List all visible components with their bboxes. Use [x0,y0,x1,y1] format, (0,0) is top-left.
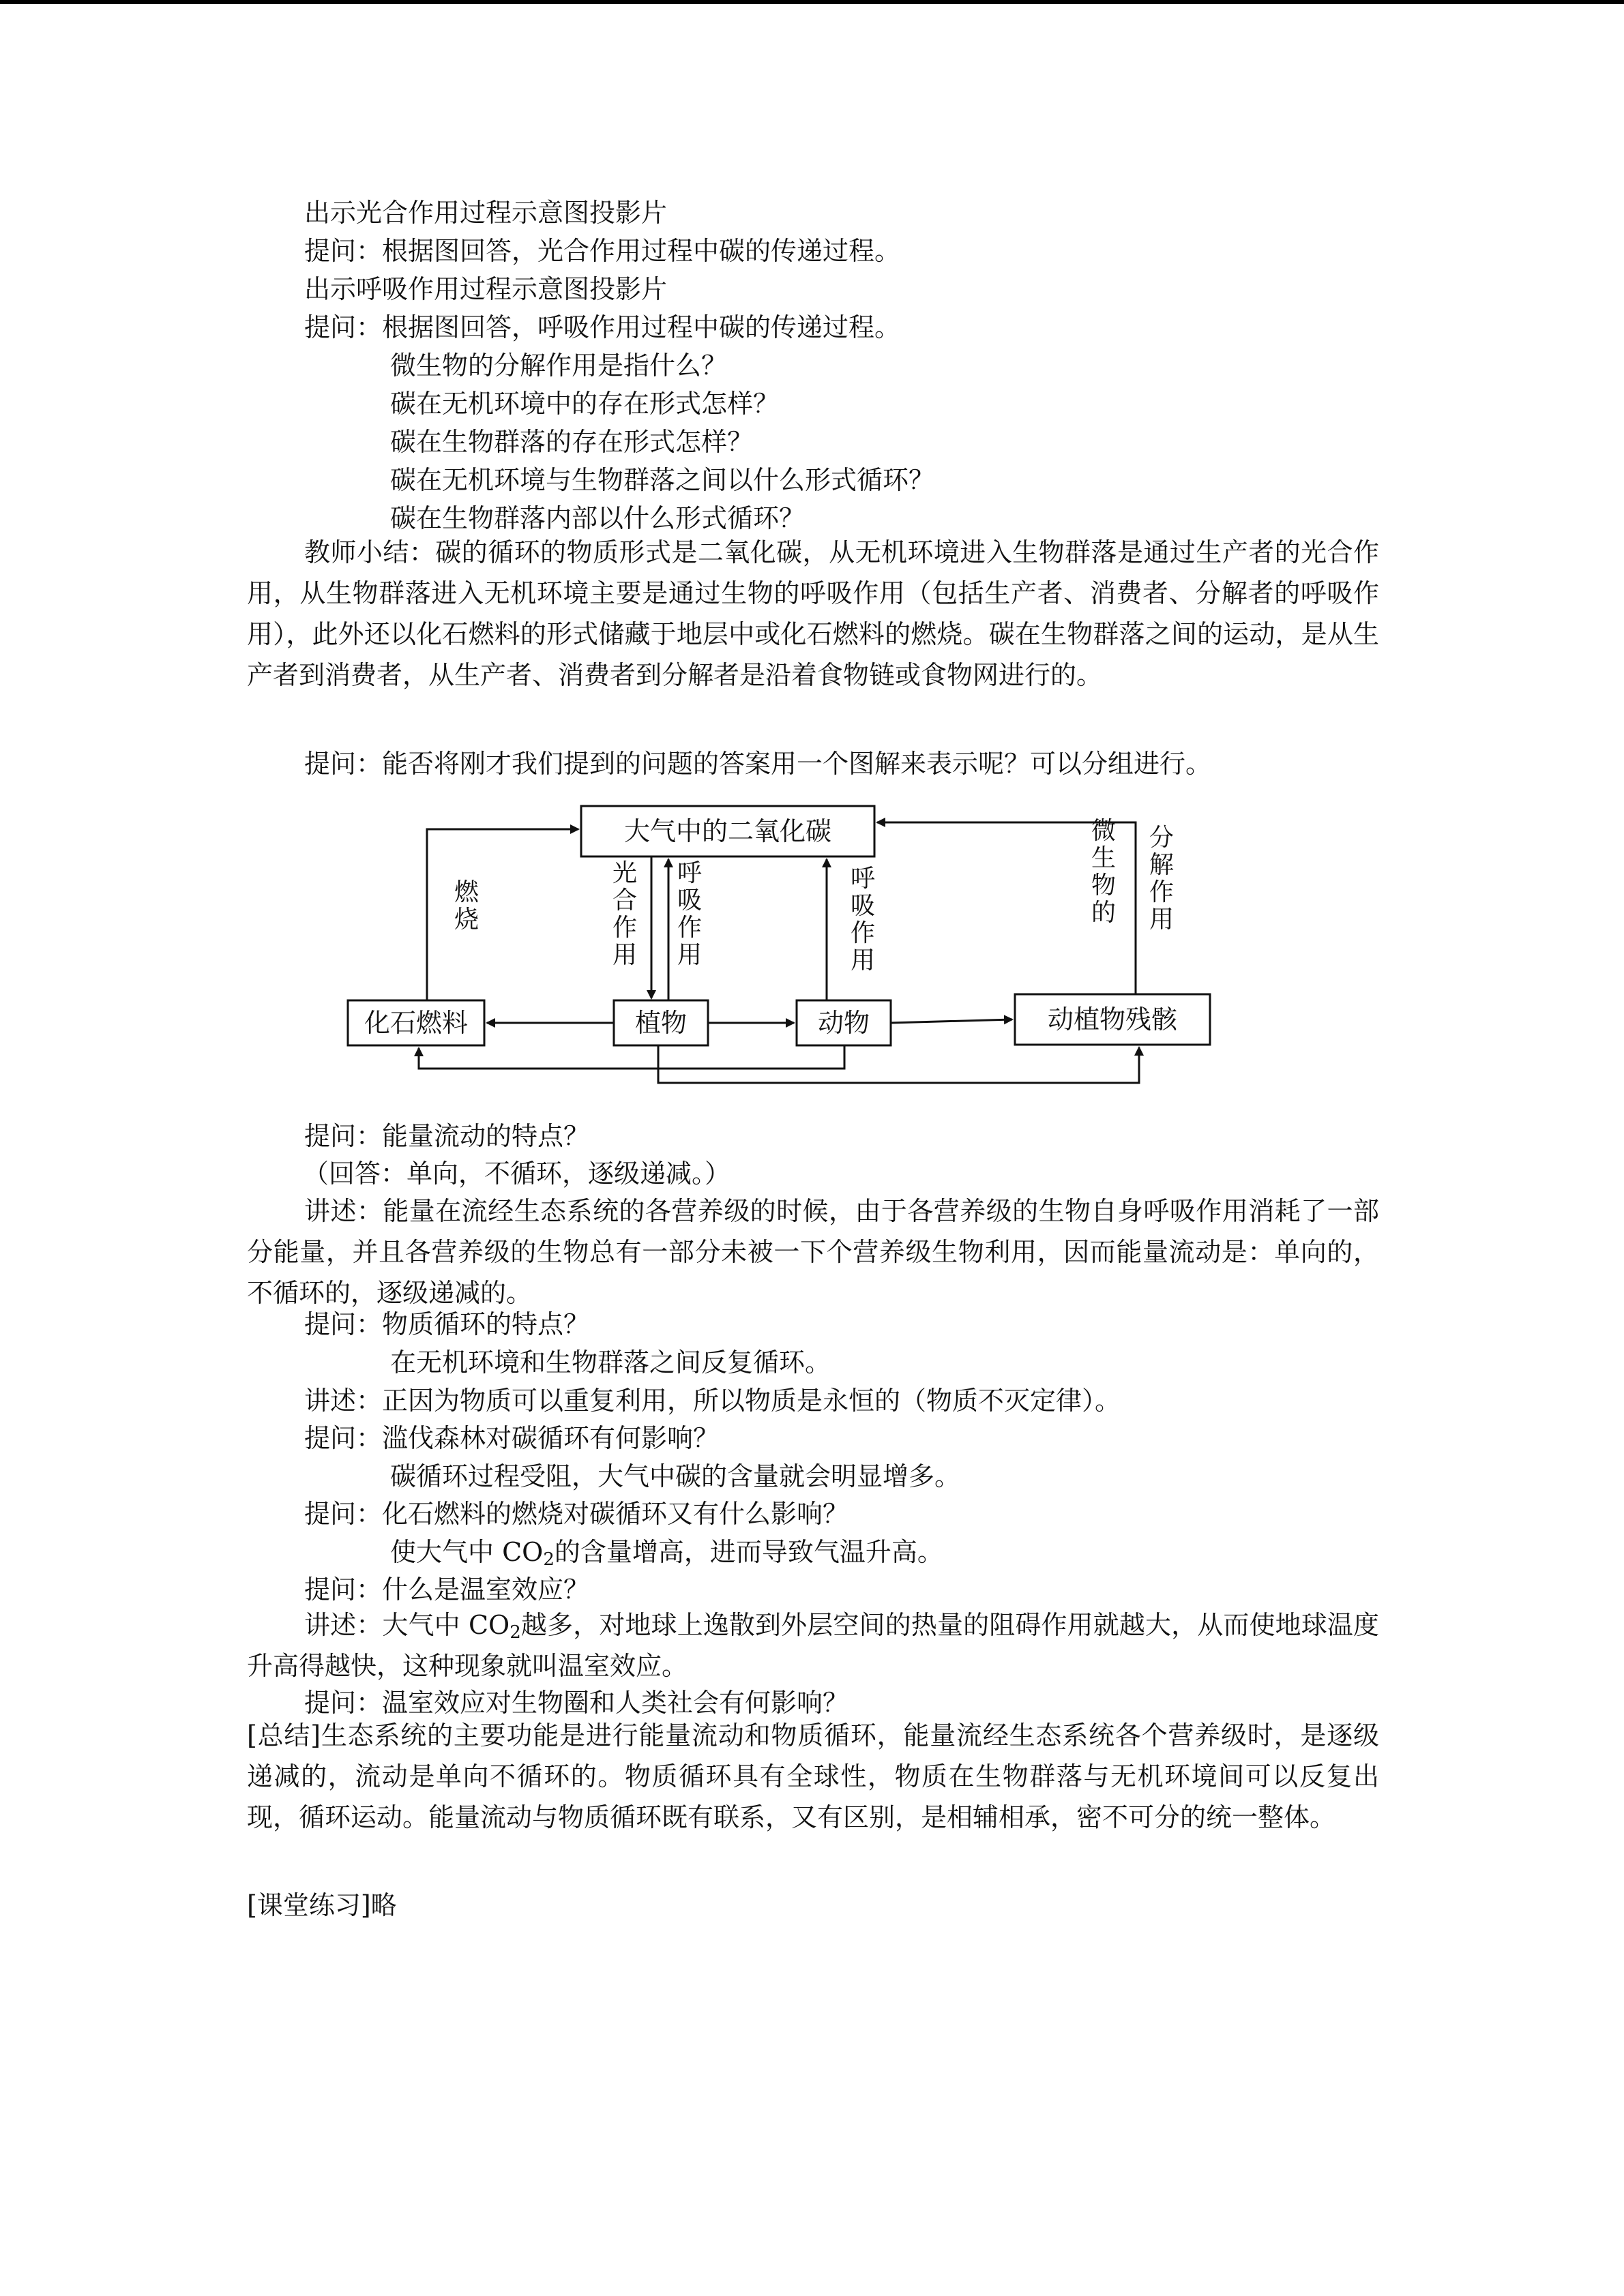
line-ask-greenhouse: 提问：什么是温室效应？ [304,1575,590,1605]
svg-text:合: 合 [612,886,638,914]
line-show-respiration: 出示呼吸作用过程示意图投影片 [304,274,668,304]
question-cycle-form: 碳在无机环境与生物群落之间以什么形式循环？ [390,465,935,495]
svg-text:作: 作 [1149,878,1175,906]
svg-text:生: 生 [1091,844,1117,872]
arrow-animal-to-fossil [419,1045,844,1069]
svg-text:吸: 吸 [851,892,876,920]
question-microbe: 微生物的分解作用是指什么？ [390,351,728,381]
svg-text:燃: 燃 [454,878,479,906]
svg-text:烧: 烧 [454,906,479,934]
line-ask-diagram: 提问：能否将刚才我们提到的问题的答案用一个图解来表示呢？可以分组进行。 [304,749,1212,779]
svg-text:分: 分 [1149,824,1175,852]
line-ask-forest: 提问：滥伐森林对碳循环有何影响？ [304,1423,720,1453]
teacher-summary: 教师小结：碳的循环的物质形式是二氧化碳，从无机环境进入生物群落是通过生产者的光合作用，从生物群落进入无机环境主要是通过生物的呼吸作用（包括生产者、消费者、分解者的呼吸作用），此外还以化石燃料的形式储藏于地层中或化石燃料的燃烧。碳在生物群落之间的运动，是从生产者到消费者，从生产者、消费者到分解者是沿着食物链或食物网进行的。 [247,537,1379,690]
label-burn [454,878,479,934]
class-exercise: [课堂练习]略 [247,1890,397,1920]
arrow-plant-to-remains [658,1045,1139,1083]
arrow-burn [427,829,578,1000]
label-fossil-fuel: 化石燃料 [364,1008,469,1038]
svg-text:呼: 呼 [851,865,876,893]
conclusion: [总结]生态系统的主要功能是进行能量流动和物质循环，能量流经生态系统各个营养级时，是逐级递减的，流动是单向不循环的。物质循环具有全球性，物质在生物群落与无机环境间可以反复出现，循环运动。能量流动与物质循环既有联系，又有区别，是相辅相承，密不可分的统一整体。 [247,1720,1379,1832]
label-atmosphere-co2: 大气中的二氧化碳 [623,816,832,846]
line-answer-fuel: 使大气中 $CO_2$的含量增高，进而导致气温升高。 [390,1537,943,1570]
svg-text:吸: 吸 [677,886,703,914]
label-photosynthesis [612,859,637,969]
svg-text:用: 用 [612,941,638,969]
svg-text:用: 用 [1149,906,1175,934]
line-ask-matter: 提问：物质循环的特点？ [304,1309,590,1339]
line-ask-impact: 提问：温室效应对生物圈和人类社会有何影响？ [304,1688,849,1718]
label-plant-respiration [677,859,702,969]
svg-text:物: 物 [1091,871,1117,899]
svg-text:呼: 呼 [677,859,703,887]
lecture-greenhouse: 讲述：大气中 $CO_2$越多，对地球上逸散到外层空间的热量的阻碍作用就越大，从而使地球温度升高得越快，这种现象就叫温室效应。 [247,1610,1379,1681]
label-microbe [1091,817,1116,927]
top-rule [0,0,1624,4]
line-lecture-matter: 讲述：正因为物质可以重复利用，所以物质是永恒的（物质不灭定律）。 [304,1386,1121,1416]
label-remains: 动植物残骸 [1047,1004,1178,1034]
label-animal-respiration [851,865,875,974]
svg-text:用: 用 [851,946,876,974]
label-decomposition [1149,824,1174,934]
svg-text:作: 作 [677,914,703,942]
arrow-animal-to-remains [891,1019,1012,1023]
svg-text:的: 的 [1091,899,1117,927]
svg-text:微: 微 [1091,817,1117,845]
question-internal-cycle: 碳在生物群落内部以什么形式循环？ [390,503,806,533]
svg-text:作: 作 [851,919,876,947]
label-animal: 动物 [817,1008,870,1038]
question-inorganic-form: 碳在无机环境中的存在形式怎样？ [390,389,780,419]
line-ask-respiration: 提问：根据图回答，呼吸作用过程中碳的传递过程。 [304,312,901,342]
line-show-photosynthesis: 出示光合作用过程示意图投影片 [304,198,668,228]
line-ask-photosynthesis: 提问：根据图回答，光合作用过程中碳的传递过程。 [304,236,901,266]
svg-text:用: 用 [677,941,703,969]
line-answer-energy: （回答：单向，不循环，逐级递减。） [303,1159,731,1189]
line-ask-energy: 提问：能量流动的特点？ [304,1121,590,1151]
svg-text:作: 作 [612,914,638,942]
label-plant: 植物 [634,1008,688,1038]
carbon-cycle-diagram [334,798,1221,1098]
line-answer-forest: 碳循环过程受阻，大气中碳的含量就会明显增多。 [390,1461,961,1491]
line-ask-fuel: 提问：化石燃料的燃烧对碳循环又有什么影响？ [304,1499,849,1529]
question-community-form: 碳在生物群落的存在形式怎样？ [390,427,754,457]
line-answer-matter: 在无机环境和生物群落之间反复循环。 [390,1347,831,1377]
svg-text:解: 解 [1149,851,1175,879]
svg-text:光: 光 [612,859,638,887]
lecture-energy: 讲述：能量在流经生态系统的各营养级的时候，由于各营养级的生物自身呼吸作用消耗了一部分能量，并且各营养级的生物总有一部分未被一下个营养级生物利用，因而能量流动是：单向的，不循环的，逐级递减的。 [247,1196,1379,1308]
